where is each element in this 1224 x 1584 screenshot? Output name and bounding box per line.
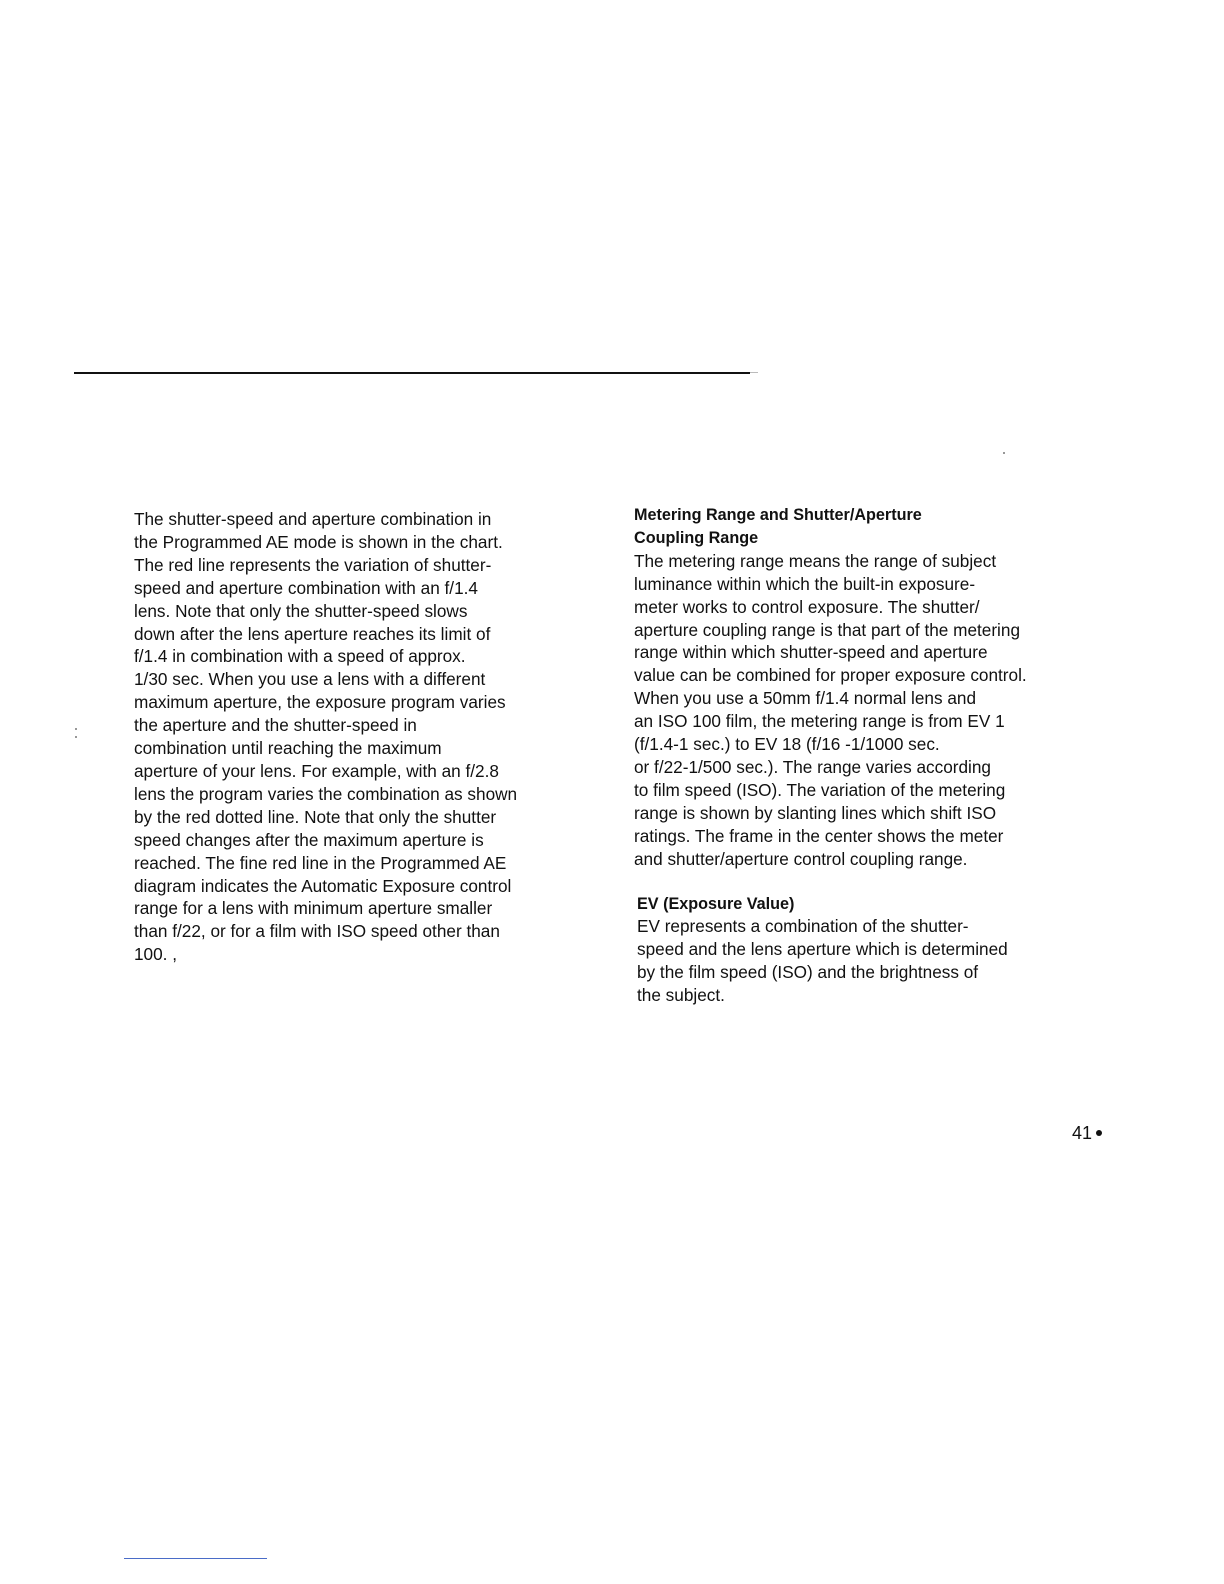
left-column: [134, 508, 604, 966]
page-number-text: 41: [1072, 1123, 1093, 1143]
scan-speck: [75, 736, 77, 738]
scan-speck: [75, 728, 77, 730]
footer-rule: [124, 1558, 267, 1559]
bullet-icon: [1096, 1130, 1102, 1136]
ev-section: [634, 893, 1104, 1008]
metering-paragraph: The metering range means the range of subject luminance within which the built-in exposure- meter works to control exposure. The shutter/ aperture coupling range is that part of the metering range within which shutter-speed and aperture value can be combined for proper exposure control. When you use a 50mm f/1.4 normal lens and an ISO 100 film, the metering range is from EV 1 (f/1.4-1 sec.) to EV 18 (f/16 -1/1000 sec. or f/22-1/500 sec.). The range varies according to film speed (ISO). The variation of the metering range is shown by slanting lines which shift ISO ratings. The frame in the center shows the meter and shutter/aperture control coupling range.: [634, 550, 1027, 869]
header-rule: [74, 372, 750, 374]
metering-heading: Metering Range and Shutter/Aperture Coupling Range: [634, 506, 922, 547]
right-column: [634, 504, 1104, 1007]
programmed-ae-paragraph: The shutter-speed and aperture combination in the Programmed AE mode is shown in the chart. The red line represents the variation of shutter- speed and aperture combination with an f/1.4 lens. Note that only the shutter-speed slows down after the lens aperture reaches its limit of f/1.4 in combination with a speed of approx. 1/30 sec. When you use a lens with a different maximum aperture, the exposure program varies the aperture and the shutter-speed in combination until reaching the maximum aperture of your lens. For example, with an f/2.8 lens the program varies the combination as shown by the red dotted line. Note that only the shutter speed changes after the maximum aperture is reached. The fine red line in the Programmed AE diagram indicates the Automatic Exposure control range for a lens with minimum aperture smaller than f/22, or for a film with ISO speed other than 100. ,: [134, 509, 518, 965]
metering-section: [634, 504, 1104, 871]
header-rule-end: [750, 372, 758, 373]
ev-heading: EV (Exposure Value): [637, 894, 795, 913]
ev-paragraph: EV represents a combination of the shutter- speed and the lens aperture which is determined by the film speed (ISO) and the brightness of the subject.: [637, 916, 1008, 1006]
page-number: [1072, 1122, 1102, 1144]
scan-speck: [1003, 452, 1005, 454]
